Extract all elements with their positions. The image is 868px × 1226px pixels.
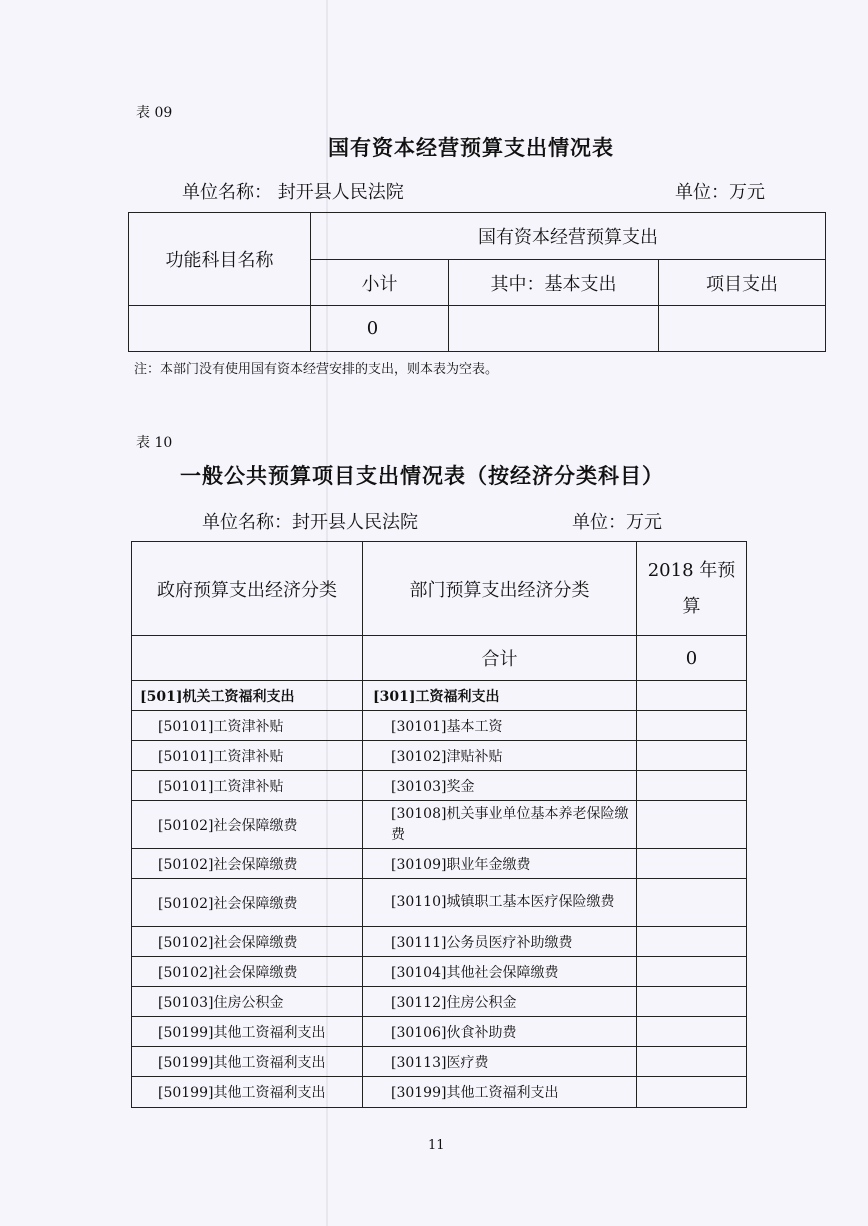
header-budget-2018 bbox=[637, 542, 747, 636]
gov-cell: [50101]工资津补贴 bbox=[132, 741, 363, 771]
header-dept-classification: 部门预算支出经济分类 bbox=[363, 542, 637, 636]
table-row bbox=[132, 927, 747, 957]
value-cell bbox=[637, 879, 747, 927]
cell-project bbox=[659, 306, 826, 352]
header-function-name: 功能科目名称 bbox=[129, 213, 311, 306]
header-budget-line1: 2018 年预 bbox=[647, 559, 736, 581]
table09-note: 注：本部门没有使用国有资本经营安排的支出，则本表为空表。 bbox=[134, 362, 499, 377]
table-row bbox=[132, 741, 747, 771]
header-subtotal: 小计 bbox=[311, 260, 449, 306]
value-cell bbox=[637, 801, 747, 849]
table-row bbox=[132, 1017, 747, 1047]
total-label: 合计 bbox=[363, 636, 637, 681]
table09-unit-name: 单位名称： 封开县人民法院 bbox=[182, 182, 404, 203]
gov-cell: [50199]其他工资福利支出 bbox=[132, 1017, 363, 1047]
gov-cell: [50102]社会保障缴费 bbox=[132, 849, 363, 879]
header-basic: 其中：基本支出 bbox=[449, 260, 659, 306]
table10-grid bbox=[131, 541, 747, 1108]
gov-cell: [50101]工资津补贴 bbox=[132, 711, 363, 741]
gov-cell: [50199]其他工资福利支出 bbox=[132, 1047, 363, 1077]
table10-unit-name: 单位名称：封开县人民法院 bbox=[202, 512, 418, 533]
dept-cell: [30102]津贴补贴 bbox=[363, 741, 637, 771]
header-soe-budget: 国有资本经营预算支出 bbox=[311, 213, 826, 260]
dept-cell: [30113]医疗费 bbox=[363, 1047, 637, 1077]
table09-label: 表 09 bbox=[136, 105, 173, 121]
cell-function-name bbox=[129, 306, 311, 352]
dept-cell: [30199]其他工资福利支出 bbox=[363, 1077, 637, 1108]
dept-cell: [30112]住房公积金 bbox=[363, 987, 637, 1017]
value-cell bbox=[637, 987, 747, 1017]
table-row bbox=[132, 1047, 747, 1077]
dept-cell: [30111]公务员医疗补助缴费 bbox=[363, 927, 637, 957]
cell-subtotal: 0 bbox=[311, 306, 449, 352]
page-number: 11 bbox=[428, 1138, 445, 1153]
value-cell bbox=[637, 1017, 747, 1047]
gov-cell: [50102]社会保障缴费 bbox=[132, 801, 363, 849]
gov-cell: [50103]住房公积金 bbox=[132, 987, 363, 1017]
total-gov-cell bbox=[132, 636, 363, 681]
value-cell bbox=[637, 927, 747, 957]
value-cell bbox=[637, 1047, 747, 1077]
table10-title: 一般公共预算项目支出情况表（按经济分类科目） bbox=[180, 463, 664, 488]
table-row bbox=[132, 849, 747, 879]
gov-cell: [50101]工资津补贴 bbox=[132, 771, 363, 801]
table-row bbox=[132, 987, 747, 1017]
gov-cell: [50199]其他工资福利支出 bbox=[132, 1077, 363, 1108]
value-cell bbox=[637, 849, 747, 879]
table10-label: 表 10 bbox=[136, 435, 173, 451]
header-project: 项目支出 bbox=[659, 260, 826, 306]
dept-cell: [30103]奖金 bbox=[363, 771, 637, 801]
value-cell bbox=[637, 711, 747, 741]
header-gov-classification: 政府预算支出经济分类 bbox=[132, 542, 363, 636]
table-row bbox=[132, 711, 747, 741]
dept-cell: [30106]伙食补助费 bbox=[363, 1017, 637, 1047]
table-row bbox=[132, 1077, 747, 1108]
dept-cell: [30109]职业年金缴费 bbox=[363, 849, 637, 879]
value-cell bbox=[637, 681, 747, 711]
table09-unit: 单位：万元 bbox=[675, 182, 765, 203]
dept-cell: [30110]城镇职工基本医疗保险缴费 bbox=[363, 879, 637, 927]
total-value: 0 bbox=[637, 636, 747, 681]
dept-cell: [30108]机关事业单位基本养老保险缴费 bbox=[363, 801, 637, 849]
value-cell bbox=[637, 771, 747, 801]
value-cell bbox=[637, 957, 747, 987]
table-row bbox=[132, 681, 747, 711]
header-budget-line2: 算 bbox=[682, 595, 701, 617]
gov-cell: [501]机关工资福利支出 bbox=[132, 681, 363, 711]
table-row bbox=[132, 957, 747, 987]
dept-cell: [30104]其他社会保障缴费 bbox=[363, 957, 637, 987]
table-row bbox=[132, 771, 747, 801]
value-cell bbox=[637, 741, 747, 771]
gov-cell: [50102]社会保障缴费 bbox=[132, 927, 363, 957]
value-cell bbox=[637, 1077, 747, 1108]
table-row bbox=[132, 879, 747, 927]
table-row bbox=[132, 801, 747, 849]
table09-grid bbox=[128, 212, 826, 352]
gov-cell: [50102]社会保障缴费 bbox=[132, 879, 363, 927]
dept-cell: [301]工资福利支出 bbox=[363, 681, 637, 711]
gov-cell: [50102]社会保障缴费 bbox=[132, 957, 363, 987]
cell-basic bbox=[449, 306, 659, 352]
table09-title: 国有资本经营预算支出情况表 bbox=[328, 135, 614, 160]
table10-unit: 单位：万元 bbox=[572, 512, 662, 533]
dept-cell: [30101]基本工资 bbox=[363, 711, 637, 741]
